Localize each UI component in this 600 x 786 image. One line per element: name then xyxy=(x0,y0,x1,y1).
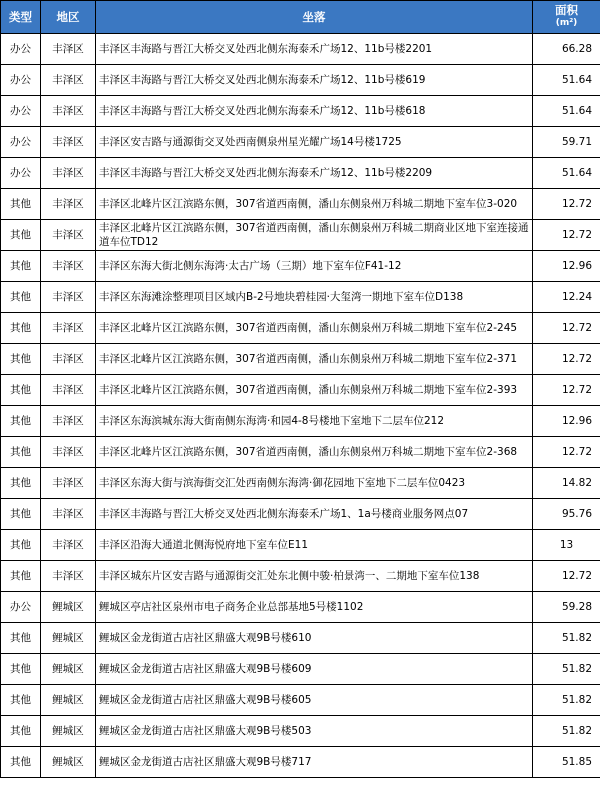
size-cell: 12.24 xyxy=(533,282,600,313)
size-cell: 12.72 xyxy=(533,344,600,375)
type-cell: 其他 xyxy=(1,406,41,437)
address-cell: 鲤城区金龙街道古店社区鼎盛大观9B号楼717 xyxy=(96,747,533,778)
size-cell: 51.64 xyxy=(533,65,600,96)
type-cell: 其他 xyxy=(1,251,41,282)
table-row xyxy=(1,592,600,623)
header-address: 坐落 xyxy=(96,1,533,34)
area-cell: 丰泽区 xyxy=(41,127,96,158)
address-cell: 丰泽区北峰片区江滨路东侧，307省道西南侧，潘山东侧泉州万科城二期地下室车位2-245 xyxy=(96,313,533,344)
size-cell: 59.28 xyxy=(533,592,600,623)
type-cell: 其他 xyxy=(1,530,41,561)
table-row xyxy=(1,654,600,685)
area-cell: 丰泽区 xyxy=(41,158,96,189)
address-cell: 丰泽区丰海路与晋江大桥交叉处西北侧东海泰禾广场12、11b号楼2209 xyxy=(96,158,533,189)
area-cell: 丰泽区 xyxy=(41,468,96,499)
area-cell: 丰泽区 xyxy=(41,282,96,313)
address-cell: 鲤城区金龙街道古店社区鼎盛大观9B号楼609 xyxy=(96,654,533,685)
size-cell: 95.76 xyxy=(533,499,600,530)
table-row xyxy=(1,468,600,499)
area-cell: 丰泽区 xyxy=(41,499,96,530)
address-cell: 鲤城区金龙街道古店社区鼎盛大观9B号楼503 xyxy=(96,716,533,747)
table-row xyxy=(1,623,600,654)
type-cell: 其他 xyxy=(1,344,41,375)
header-size-unit: (m²) xyxy=(555,18,578,28)
table-row xyxy=(1,313,600,344)
address-cell: 鲤城区金龙街道古店社区鼎盛大观9B号楼605 xyxy=(96,685,533,716)
area-cell: 丰泽区 xyxy=(41,34,96,65)
header-area: 地区 xyxy=(41,1,96,34)
type-cell: 办公 xyxy=(1,592,41,623)
table-row xyxy=(1,96,600,127)
address-cell: 丰泽区东海滩涂整理项目区域内B-2号地块碧桂园·大玺湾一期地下室车位D138 xyxy=(96,282,533,313)
table-row xyxy=(1,561,600,592)
type-cell: 办公 xyxy=(1,65,41,96)
table-row xyxy=(1,685,600,716)
type-cell: 其他 xyxy=(1,561,41,592)
address-cell: 丰泽区东海滨城东海大街南侧东海湾·和园4-8号楼地下室地下二层车位212 xyxy=(96,406,533,437)
area-cell: 丰泽区 xyxy=(41,65,96,96)
header-row xyxy=(1,1,600,34)
size-cell: 51.82 xyxy=(533,654,600,685)
address-cell: 丰泽区北峰片区江滨路东侧，307省道西南侧，潘山东侧泉州万科城二期地下室车位3-020 xyxy=(96,189,533,220)
table-row xyxy=(1,344,600,375)
table-row xyxy=(1,65,600,96)
area-cell: 丰泽区 xyxy=(41,96,96,127)
table-row xyxy=(1,530,600,561)
table-body xyxy=(1,34,600,778)
size-cell: 12.72 xyxy=(533,437,600,468)
area-cell: 丰泽区 xyxy=(41,313,96,344)
area-cell: 鲤城区 xyxy=(41,747,96,778)
size-cell: 12.72 xyxy=(533,561,600,592)
type-cell: 办公 xyxy=(1,34,41,65)
type-cell: 其他 xyxy=(1,220,41,251)
type-cell: 其他 xyxy=(1,623,41,654)
table-row xyxy=(1,499,600,530)
type-cell: 其他 xyxy=(1,282,41,313)
address-cell: 丰泽区东海大街与滨海街交汇处西南侧东海湾·御花园地下室地下二层车位0423 xyxy=(96,468,533,499)
header-type: 类型 xyxy=(1,1,41,34)
table-row xyxy=(1,747,600,778)
type-cell: 其他 xyxy=(1,189,41,220)
size-cell: 12.72 xyxy=(533,313,600,344)
type-cell: 其他 xyxy=(1,313,41,344)
size-cell: 12.72 xyxy=(533,220,600,251)
area-cell: 丰泽区 xyxy=(41,344,96,375)
size-cell: 12.72 xyxy=(533,189,600,220)
size-cell: 51.82 xyxy=(533,685,600,716)
address-cell: 丰泽区北峰片区江滨路东侧，307省道西南侧，潘山东侧泉州万科城二期地下室车位2-393 xyxy=(96,375,533,406)
type-cell: 其他 xyxy=(1,468,41,499)
type-cell: 其他 xyxy=(1,375,41,406)
address-cell: 丰泽区北峰片区江滨路东侧，307省道西南侧，潘山东侧泉州万科城二期商业区地下室连接通道车位TD12 xyxy=(96,220,533,251)
size-cell: 12.96 xyxy=(533,251,600,282)
area-cell: 丰泽区 xyxy=(41,561,96,592)
size-cell: 12.96 xyxy=(533,406,600,437)
area-cell: 鲤城区 xyxy=(41,592,96,623)
address-cell: 鲤城区金龙街道古店社区鼎盛大观9B号楼610 xyxy=(96,623,533,654)
type-cell: 其他 xyxy=(1,685,41,716)
table-row xyxy=(1,375,600,406)
type-cell: 办公 xyxy=(1,96,41,127)
table-row xyxy=(1,437,600,468)
type-cell: 办公 xyxy=(1,158,41,189)
table-row xyxy=(1,282,600,313)
address-cell: 丰泽区安吉路与通源街交叉处西南侧泉州星光耀广场14号楼1725 xyxy=(96,127,533,158)
size-cell: 51.85 xyxy=(533,747,600,778)
table-row xyxy=(1,158,600,189)
type-cell: 其他 xyxy=(1,716,41,747)
type-cell: 其他 xyxy=(1,437,41,468)
type-cell: 办公 xyxy=(1,127,41,158)
area-cell: 丰泽区 xyxy=(41,375,96,406)
area-cell: 丰泽区 xyxy=(41,406,96,437)
header-size xyxy=(533,1,600,34)
area-cell: 丰泽区 xyxy=(41,530,96,561)
type-cell: 其他 xyxy=(1,499,41,530)
size-cell: 66.28 xyxy=(533,34,600,65)
area-cell: 丰泽区 xyxy=(41,220,96,251)
address-cell: 丰泽区东海大街北侧东海湾·太古广场（三期）地下室车位F41-12 xyxy=(96,251,533,282)
table-row xyxy=(1,127,600,158)
address-cell: 丰泽区北峰片区江滨路东侧，307省道西南侧，潘山东侧泉州万科城二期地下室车位2-368 xyxy=(96,437,533,468)
table-row xyxy=(1,34,600,65)
size-cell: 12.72 xyxy=(533,375,600,406)
size-cell: 51.64 xyxy=(533,158,600,189)
address-cell: 丰泽区丰海路与晋江大桥交叉处西北侧东海泰禾广场12、11b号楼2201 xyxy=(96,34,533,65)
area-cell: 鲤城区 xyxy=(41,716,96,747)
address-cell: 丰泽区沿海大通道北侧海悦府地下室车位E11 xyxy=(96,530,533,561)
table-row xyxy=(1,716,600,747)
area-cell: 丰泽区 xyxy=(41,189,96,220)
area-cell: 丰泽区 xyxy=(41,251,96,282)
address-cell: 丰泽区丰海路与晋江大桥交叉处西北侧东海泰禾广场1、1a号楼商业服务网点07 xyxy=(96,499,533,530)
size-cell: 51.64 xyxy=(533,96,600,127)
table-row xyxy=(1,406,600,437)
address-cell: 丰泽区城东片区安吉路与通源街交汇处东北侧中骏·柏景湾一、二期地下室车位138 xyxy=(96,561,533,592)
area-cell: 鲤城区 xyxy=(41,654,96,685)
header-size-label: 面积 xyxy=(555,3,578,17)
area-cell: 鲤城区 xyxy=(41,623,96,654)
size-cell: 13 xyxy=(533,530,600,561)
size-cell: 14.82 xyxy=(533,468,600,499)
address-cell: 鲤城区亭店社区泉州市电子商务企业总部基地5号楼1102 xyxy=(96,592,533,623)
size-cell: 59.71 xyxy=(533,127,600,158)
type-cell: 其他 xyxy=(1,747,41,778)
table-header xyxy=(1,1,600,34)
area-cell: 丰泽区 xyxy=(41,437,96,468)
size-cell: 51.82 xyxy=(533,623,600,654)
size-cell: 51.82 xyxy=(533,716,600,747)
table-row xyxy=(1,189,600,220)
address-cell: 丰泽区丰海路与晋江大桥交叉处西北侧东海泰禾广场12、11b号楼619 xyxy=(96,65,533,96)
address-cell: 丰泽区北峰片区江滨路东侧，307省道西南侧，潘山东侧泉州万科城二期地下室车位2-371 xyxy=(96,344,533,375)
table-row xyxy=(1,220,600,251)
area-cell: 鲤城区 xyxy=(41,685,96,716)
table-row xyxy=(1,251,600,282)
type-cell: 其他 xyxy=(1,654,41,685)
address-cell: 丰泽区丰海路与晋江大桥交叉处西北侧东海泰禾广场12、11b号楼618 xyxy=(96,96,533,127)
